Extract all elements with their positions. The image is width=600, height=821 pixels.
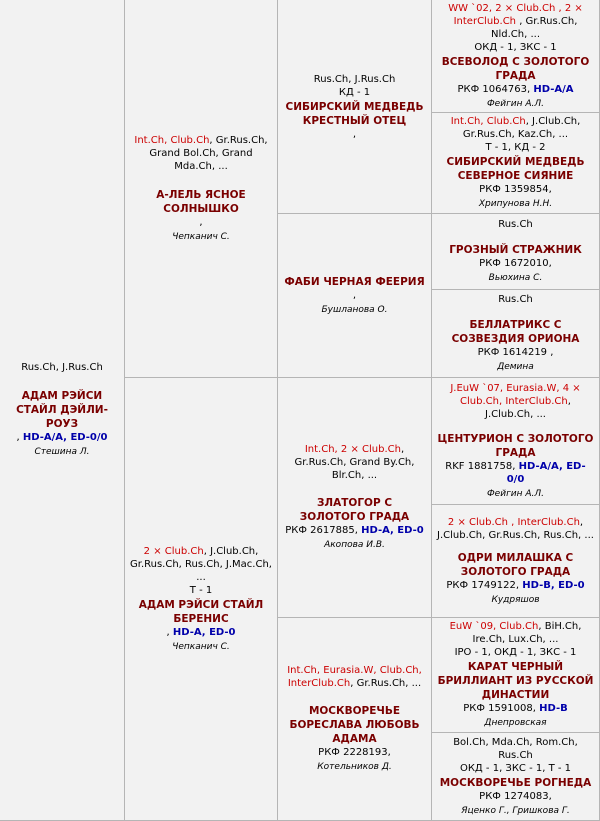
dam-registration: , HD-A, ED-0 xyxy=(166,626,236,638)
dam-dam-breeder: Котельников Д. xyxy=(317,762,392,772)
dam-breeder: Чепканич С. xyxy=(172,641,230,652)
sire-dam-registration: , xyxy=(352,290,357,301)
dsd-health: HD-B, ED-0 xyxy=(522,579,585,591)
dog-titles: Rus.Ch, J.Rus.Ch xyxy=(21,362,103,373)
dam-titles: 2 × Club.Ch, J.Club.Ch, Gr.Rus.Ch, Rus.Ch, J.Mac.Ch, ... xyxy=(130,545,272,583)
dog-name[interactable]: АДАМ РЭЙСИ СТАЙЛ ДЭЙЛИ-РОУЗ xyxy=(16,390,108,430)
dam-working-titles: Т - 1 xyxy=(189,584,213,596)
dam-dam-cell xyxy=(278,618,432,821)
dds-health: HD-B xyxy=(539,703,568,714)
sdd-titles: Rus.Ch xyxy=(498,294,533,305)
sire-sire-name[interactable]: СИБИРСКИЙ МЕДВЕДЬ КРЕСТНЫЙ ОТЕЦ xyxy=(285,100,424,127)
sds-registration: РКФ 1672010, xyxy=(479,258,552,269)
sss-cell xyxy=(432,0,600,113)
dds-cell xyxy=(432,618,600,733)
sire-sire-cell xyxy=(278,0,432,214)
dam-dam-registration: РКФ 2228193, xyxy=(318,747,391,758)
dog-cell xyxy=(0,0,125,821)
ddd-titles: Bol.Ch, Mda.Ch, Rom.Ch, Rus.Ch xyxy=(453,736,578,761)
ddd-cell xyxy=(432,733,600,821)
dds-titles: EuW `09, Club.Ch, BiH.Ch, Ire.Ch, Lux.Ch, ... xyxy=(449,621,582,645)
sire-cell xyxy=(125,0,278,378)
ssd-registration: РКФ 1359854, xyxy=(479,184,552,195)
ssd-working-titles: Т - 1, КД - 2 xyxy=(485,142,546,153)
dam-sire-cell xyxy=(278,378,432,618)
sss-working-titles: ОКД - 1, ЗКС - 1 xyxy=(474,41,557,53)
ddd-registration: РКФ 1274083, xyxy=(479,790,552,802)
dss-cell xyxy=(432,378,600,505)
sire-breeder: Чепканич С. xyxy=(172,231,230,242)
sds-name[interactable]: ГРОЗНЫЙ СТРАЖНИК xyxy=(449,244,582,256)
sire-sire-registration: , xyxy=(352,128,357,140)
ssd-name[interactable]: СИБИРСКИЙ МЕДВЕДЬ СЕВЕРНОЕ СИЯНИЕ xyxy=(446,156,585,182)
sss-health: HD-A/A xyxy=(533,83,574,95)
dam-health: HD-A, ED-0 xyxy=(172,626,236,638)
dam-sire-registration: РКФ 2617885, HD-A, ED-0 xyxy=(285,525,424,536)
sds-titles: Rus.Ch xyxy=(498,219,533,230)
dss-name[interactable]: ЦЕНТУРИОН С ЗОЛОТОГО ГРАДА xyxy=(437,432,594,459)
dam-dam-name[interactable]: МОСКВОРЕЧЬЕ БОРЕСЛАВА ЛЮБОВЬ АДАМА xyxy=(289,705,420,745)
sire-registration: , xyxy=(199,216,203,228)
dog-registration: , HD-A/A, ED-0/0 xyxy=(16,432,108,443)
ssd-titles: Int.Ch, Club.Ch, J.Club.Ch, Gr.Rus.Ch, Kaz.Ch, ... xyxy=(450,116,581,140)
sds-cell xyxy=(432,214,600,290)
ddd-breeder: Яценко Г., Гришкова Г. xyxy=(461,805,570,816)
sire-sire-titles: Rus.Ch, J.Rus.Ch xyxy=(313,73,396,85)
dam-sire-breeder: Акопова И.В. xyxy=(324,540,385,550)
dsd-breeder: Кудряшов xyxy=(491,594,540,605)
sire-name[interactable]: А-ЛЕЛЬ ЯСНОЕ СОЛНЫШКО xyxy=(156,188,246,215)
dds-breeder: Днепровская xyxy=(484,718,547,728)
sss-registration: РКФ 1064763, HD-A/A xyxy=(457,83,574,95)
ddd-name[interactable]: МОСКВОРЕЧЬЕ РОГНЕДА xyxy=(439,776,592,789)
ssd-breeder: Хрипунова Н.Н. xyxy=(478,199,553,209)
sdd-name[interactable]: БЕЛЛАТРИКС С СОЗВЕЗДИЯ ОРИОНА xyxy=(451,319,580,345)
dds-working-titles: IPO - 1, ОКД - 1, ЗКС - 1 xyxy=(454,647,577,658)
sdd-cell xyxy=(432,290,600,378)
dds-name[interactable]: КАРАТ ЧЕРНЫЙ БРИЛЛИАНТ ИЗ РУССКОЙ ДИНАСТИИ xyxy=(437,661,594,701)
ssd-cell xyxy=(432,113,600,214)
dsd-name[interactable]: ОДРИ МИЛАШКА С ЗОЛОТОГО ГРАДА xyxy=(457,551,574,578)
dam-name[interactable]: АДАМ РЭЙСИ СТАЙЛ БЕРЕНИС xyxy=(138,598,264,625)
dam-sire-name[interactable]: ЗЛАТОГОР С ЗОЛОТОГО ГРАДА xyxy=(299,497,410,523)
sdd-breeder: Демина xyxy=(497,362,534,372)
dog-breeder: Стешина Л. xyxy=(34,447,90,457)
dam-sire-titles: Int.Ch, 2 × Club.Ch, Gr.Rus.Ch, Grand By.Ch, Blr.Ch, ... xyxy=(294,444,415,481)
dss-health: HD-A/A, ED-0/0 xyxy=(506,460,586,485)
sire-dam-name[interactable]: ФАБИ ЧЕРНАЯ ФЕЕРИЯ xyxy=(284,276,425,288)
sds-breeder: Вьюхина С. xyxy=(488,273,543,283)
dam-dam-titles: Int.Ch, Eurasia.W, Club.Ch, InterClub.Ch, Gr.Rus.Ch, ... xyxy=(287,665,422,689)
dss-breeder: Фейгин А.Л. xyxy=(486,488,545,499)
sire-sire-working-titles: КД - 1 xyxy=(338,86,371,98)
sss-titles: WW `02, 2 × Club.Ch , 2 × InterClub.Ch , Gr.Rus.Ch, Nld.Ch, ... xyxy=(448,2,583,40)
dsd-cell xyxy=(432,505,600,618)
sire-titles: Int.Ch, Club.Ch, Gr.Rus.Ch, Grand Bol.Ch, Grand Mda.Ch, ... xyxy=(134,134,268,172)
sdd-registration: РКФ 1614219 , xyxy=(477,347,554,358)
sire-dam-breeder: Бушланова О. xyxy=(321,305,388,315)
dsd-titles: 2 × Club.Ch , InterClub.Ch, J.Club.Ch, Gr.Rus.Ch, Rus.Ch, ... xyxy=(437,516,594,541)
sire-dam-cell xyxy=(278,214,432,378)
dss-titles: J.EuW `07, Eurasia.W, 4 × Club.Ch, InterClub.Ch, J.Club.Ch, ... xyxy=(450,382,581,420)
sss-name[interactable]: ВСЕВОЛОД С ЗОЛОТОГО ГРАДА xyxy=(441,55,590,82)
dam-sire-health: HD-A, ED-0 xyxy=(361,525,424,536)
dam-cell xyxy=(125,378,278,821)
ddd-working-titles: ОКД - 1, ЗКС - 1, Т - 1 xyxy=(459,762,572,774)
dss-registration: RKF 1881758, HD-A/A, ED-0/0 xyxy=(445,460,586,485)
dds-registration: РКФ 1591008, HD-B xyxy=(463,703,568,714)
dog-health: HD-A/A, ED-0/0 xyxy=(22,432,108,443)
sss-breeder: Фейгин А.Л. xyxy=(486,98,545,109)
dsd-registration: РКФ 1749122, HD-B, ED-0 xyxy=(446,579,585,591)
